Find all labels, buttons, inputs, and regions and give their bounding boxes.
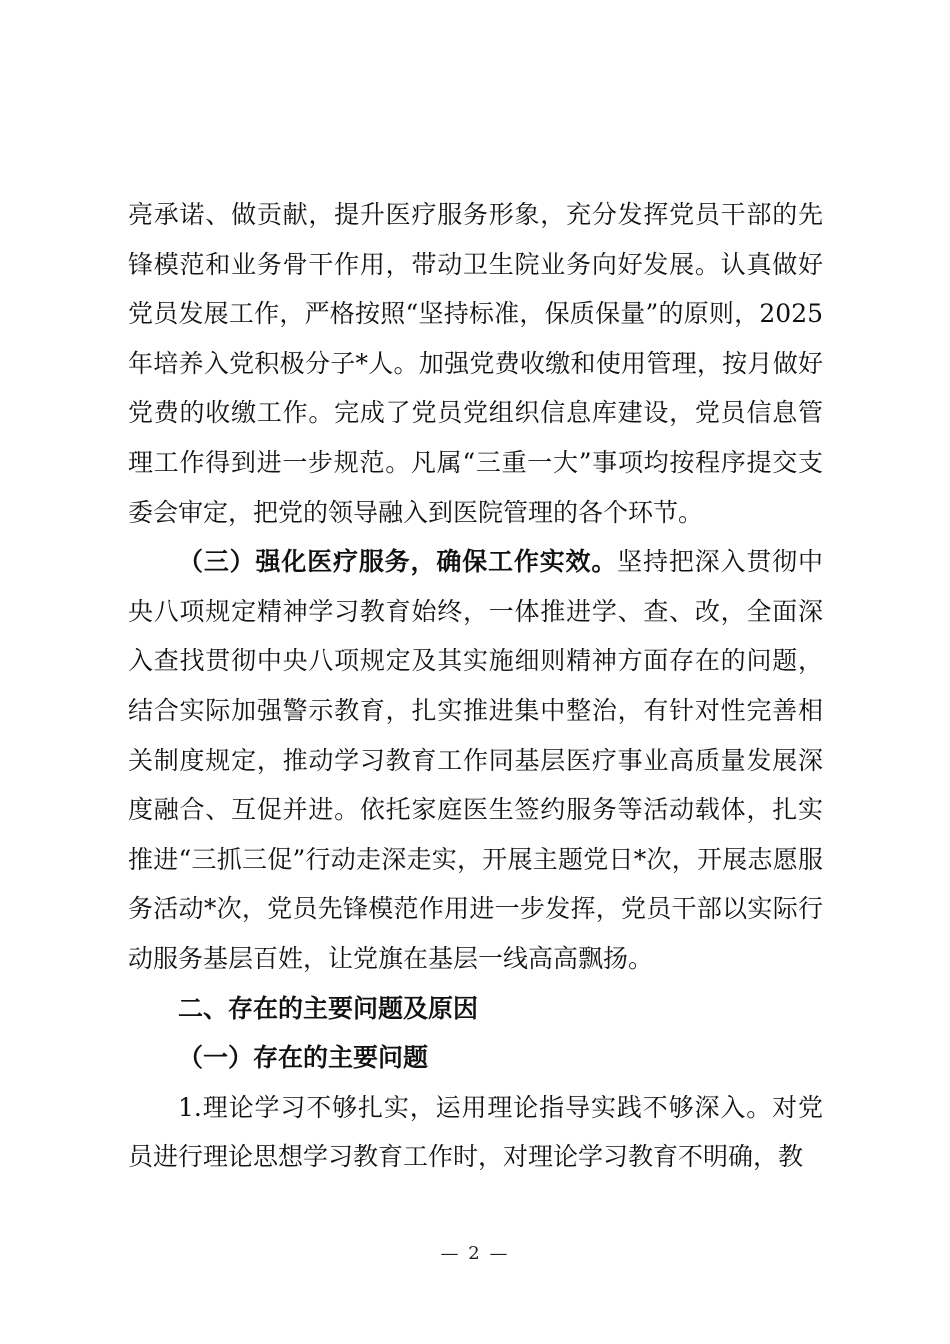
paragraph-medical-service xyxy=(128,537,823,983)
page-number: — 2 — xyxy=(440,1243,510,1264)
paragraph-body-text: 坚持把深入贯彻中央八项规定精神学习教育始终，一体推进学、查、改，全面深入查找贯彻中央八项规定及其实施细则精神方面存在的问题，结合实际加强警示教育，扎实推进集中整治，有针对性完善相关制度规定，推动学习教育工作同基层医疗事业高质量发展深度融合、互促并进。依托家庭医生签约服务等活动载体，扎实推进“三抓三促”行动走深走实，开展主题党日*次，开展志愿服务活动*次，党员先锋模范作用进一步发挥，党员干部以实际行动服务基层百姓，让党旗在基层一线高高飘扬。 xyxy=(128,547,823,973)
subsection-heading-main-problems: （一）存在的主要问题 xyxy=(178,1043,429,1073)
paragraph-party-commitment: 亮承诺、做贡献，提升医疗服务形象，充分发挥党员干部的先锋模范和业务骨干作用，带动卫生院业务向好发展。认真做好党员发展工作，严格按照“坚持标准，保质保量”的原则，2025年培养入党积极分子*人。加强党费收缴和使用管理，按月做好党费的收缴工作。完成了党员党组织信息库建设，党员信息管理工作得到进一步规范。凡属“三重一大”事项均按程序提交支委会审定，把党的领导融入到医院管理的各个环节。 xyxy=(128,200,823,527)
paragraph-theory-study: 1.理论学习不够扎实，运用理论指导实践不够深入。对党员进行理论思想学习教育工作时，对理论学习教育不明确，教 xyxy=(128,1092,823,1172)
paragraph-lead-heading: （三）强化医疗服务，确保工作实效。 xyxy=(178,547,618,577)
section-heading-problems: 二、存在的主要问题及原因 xyxy=(178,993,479,1023)
document-body xyxy=(128,190,823,1182)
